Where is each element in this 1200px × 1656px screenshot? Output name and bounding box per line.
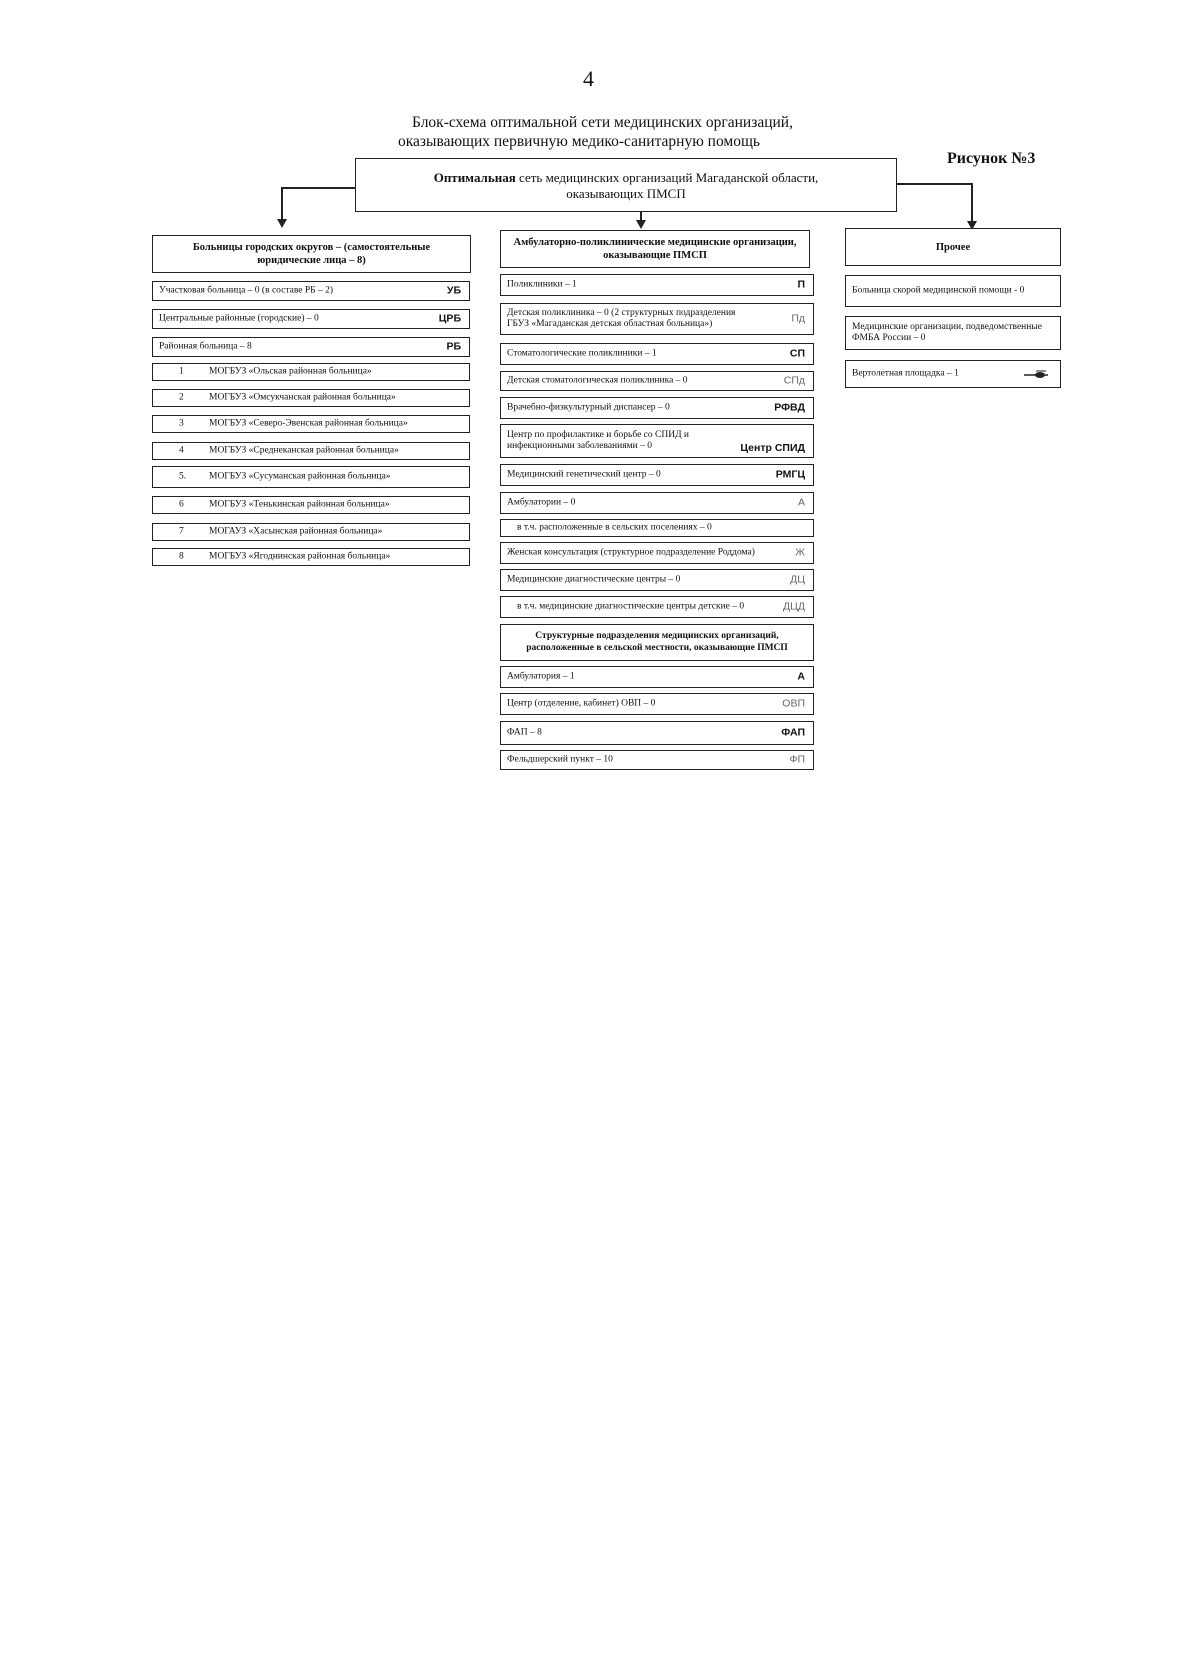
middle-item-code: А [797,496,805,509]
left-item-rb [152,337,470,357]
middle-item-ambulatory-rural [500,519,814,537]
hospital-row [152,466,470,488]
hospital-number: 2 [179,392,184,403]
left-header: Больницы городских округов – (самостоятельные юридические лица – 8) [152,235,471,273]
hospital-label [159,446,409,457]
middle-item-code: РФВД [774,401,805,414]
right-item-fmba [845,316,1061,350]
hospital-row [152,363,470,381]
middle-item-label: Медицинский генетический центр – 0 [507,469,661,480]
middle-sub-item-ambulatory [500,666,814,688]
hospital-row [152,496,470,514]
middle-item-code: Пд [791,312,805,325]
hospital-label [159,419,409,430]
middle-item-label: Стоматологические поликлиники – 1 [507,348,657,359]
middle-sub-item-label: Фельдшерский пункт – 10 [507,754,613,765]
middle-item-child-dental [500,371,814,391]
hospital-number: 6 [179,499,184,510]
hospital-name: МОГБУЗ «Ольская районная больница» [209,366,372,377]
hospital-label [159,552,409,563]
middle-item-child-polyclinic [500,303,814,335]
hospital-number: 4 [179,445,184,456]
middle-item-diagnostic-centers-children [500,596,814,618]
hospital-name: МОГБУЗ «Северо-Эвенская районная больница» [209,418,408,429]
middle-item-code: Ж [795,546,805,559]
hospital-label [159,527,409,538]
middle-item-genetic-center [500,464,814,486]
hospital-name: МОГБУЗ «Омсукчанская районная больница» [209,392,396,403]
middle-item-label: Амбулатории – 0 [507,497,576,508]
hospital-row [152,523,470,541]
hospital-label [159,393,409,404]
middle-item-label: Детская поликлиника – 0 (2 структурных подразделения ГБУЗ «Магаданская детская областная больница») [507,308,736,329]
middle-sub-item-code: А [797,670,805,683]
root-bold: Оптимальная [433,170,516,185]
middle-item-label: Женская консультация (структурное подразделение Роддома) [507,547,755,558]
left-item-label: Центральные районные (городские) – 0 [159,313,319,324]
hospital-label [159,472,409,483]
root-box [355,158,897,212]
figure-label: Рисунок №3 [947,150,1036,167]
middle-sub-item-label: Центр (отделение, кабинет) ОВП – 0 [507,698,656,709]
hospital-name: МОГБУЗ «Сусуманская районная больница» [209,471,391,482]
hospital-number: 3 [179,418,184,429]
middle-item-ambulatory [500,492,814,514]
middle-item-label: Медицинские диагностические центры – 0 [507,574,681,585]
arrow-middle [636,220,646,229]
left-item-label: Участковая больница – 0 (в составе РБ – 2) [159,285,334,296]
left-item-label: Районная больница – 8 [159,341,252,352]
hospital-number: 8 [179,551,184,562]
hospital-name: МОГБУЗ «Ягоднинская районная больница» [209,551,391,562]
connector-right-v [971,183,973,221]
left-item-code: ЦРБ [438,312,461,325]
hospital-label [159,367,409,378]
middle-item-code: ДЦ [790,573,805,586]
middle-item-dental [500,343,814,365]
connector-mid-v [640,212,642,220]
middle-sub-header: Структурные подразделения медицинских организаций, расположенные в сельской местности, оказывающие ПМСП [500,624,814,661]
middle-item-label: Центр по профилактике и борьбе со СПИД и инфекционными заболеваниями – 0 [507,430,690,451]
diagram-title-line-2: оказывающих первичную медико-санитарную помощь [398,133,760,150]
hospital-row [152,442,470,460]
middle-item-code: Центр СПИД [740,442,805,454]
hospital-name: МОГБУЗ «Среднеканская районная больница» [209,445,399,456]
middle-item-label: Врачебно-физкультурный диспансер – 0 [507,402,670,413]
middle-item-diagnostic-centers [500,569,814,591]
hospital-number: 7 [179,526,184,537]
middle-sub-item-ovp [500,693,814,715]
middle-item-sport-dispensary [500,397,814,419]
hospital-name: МОГБУЗ «Тенькинская районная больница» [209,499,390,510]
right-item-label: Больница скорой медицинской помощи - 0 [852,285,1025,296]
hospital-row [152,415,470,433]
middle-sub-item-feldsher-point [500,750,814,770]
left-item-crb [152,309,470,329]
middle-sub-item-code: ФАП [781,726,805,739]
hospital-row [152,389,470,407]
left-item-code: УБ [446,284,461,297]
hospital-number: 5. [179,471,187,482]
connector-left-h [281,187,355,189]
middle-item-code: РМГЦ [775,468,805,481]
page-number: 4 [583,66,594,91]
arrow-left [277,219,287,228]
middle-item-label: Детская стоматологическая поликлиника – 0 [507,375,688,386]
hospital-name: МОГАУЗ «Хасынская районная больница» [209,526,383,537]
middle-item-code: СПд [783,374,805,387]
middle-item-label: Поликлиники – 1 [507,279,577,290]
hospital-label [159,500,409,511]
middle-sub-item-fap [500,721,814,745]
middle-sub-item-label: Амбулатория – 1 [507,671,575,682]
right-item-helipad [845,360,1061,388]
middle-header: Амбулаторно-поликлинические медицинские организации, оказывающие ПМСП [500,230,810,268]
middle-item-womens-consultation [500,542,814,564]
root-rest: сеть медицинских организаций Магаданской области, [515,170,819,185]
right-header: Прочее [845,228,1061,266]
helicopter-icon [1022,370,1050,380]
right-item-label: Вертолетная площадка – 1 [852,368,959,379]
middle-item-code: П [797,278,805,291]
right-item-emergency-hospital [845,275,1061,307]
middle-item-polyclinic [500,274,814,296]
hospital-row [152,548,470,566]
middle-sub-item-label: ФАП – 8 [507,727,542,738]
middle-item-label: в т.ч. расположенные в сельских поселениях – 0 [517,522,712,533]
middle-item-label: в т.ч. медицинские диагностические центры детские – 0 [517,601,745,612]
diagram-title-line-1: Блок-схема оптимальной сети медицинских организаций, [412,114,793,131]
middle-sub-item-code: ФП [789,753,805,766]
connector-left-v [281,187,283,219]
middle-item-code: СП [789,347,805,360]
middle-sub-item-code: ОВП [782,697,805,710]
middle-item-code: ДЦД [783,600,805,613]
root-line-2: оказывающих ПМСП [566,186,686,201]
connector-right-h [897,183,971,185]
left-item-code: РБ [446,340,461,353]
middle-item-aids-center [500,424,814,458]
right-item-label: Медицинские организации, подведомственные ФМБА России – 0 [852,322,1042,343]
left-item-ub [152,281,470,301]
hospital-number: 1 [179,366,184,377]
